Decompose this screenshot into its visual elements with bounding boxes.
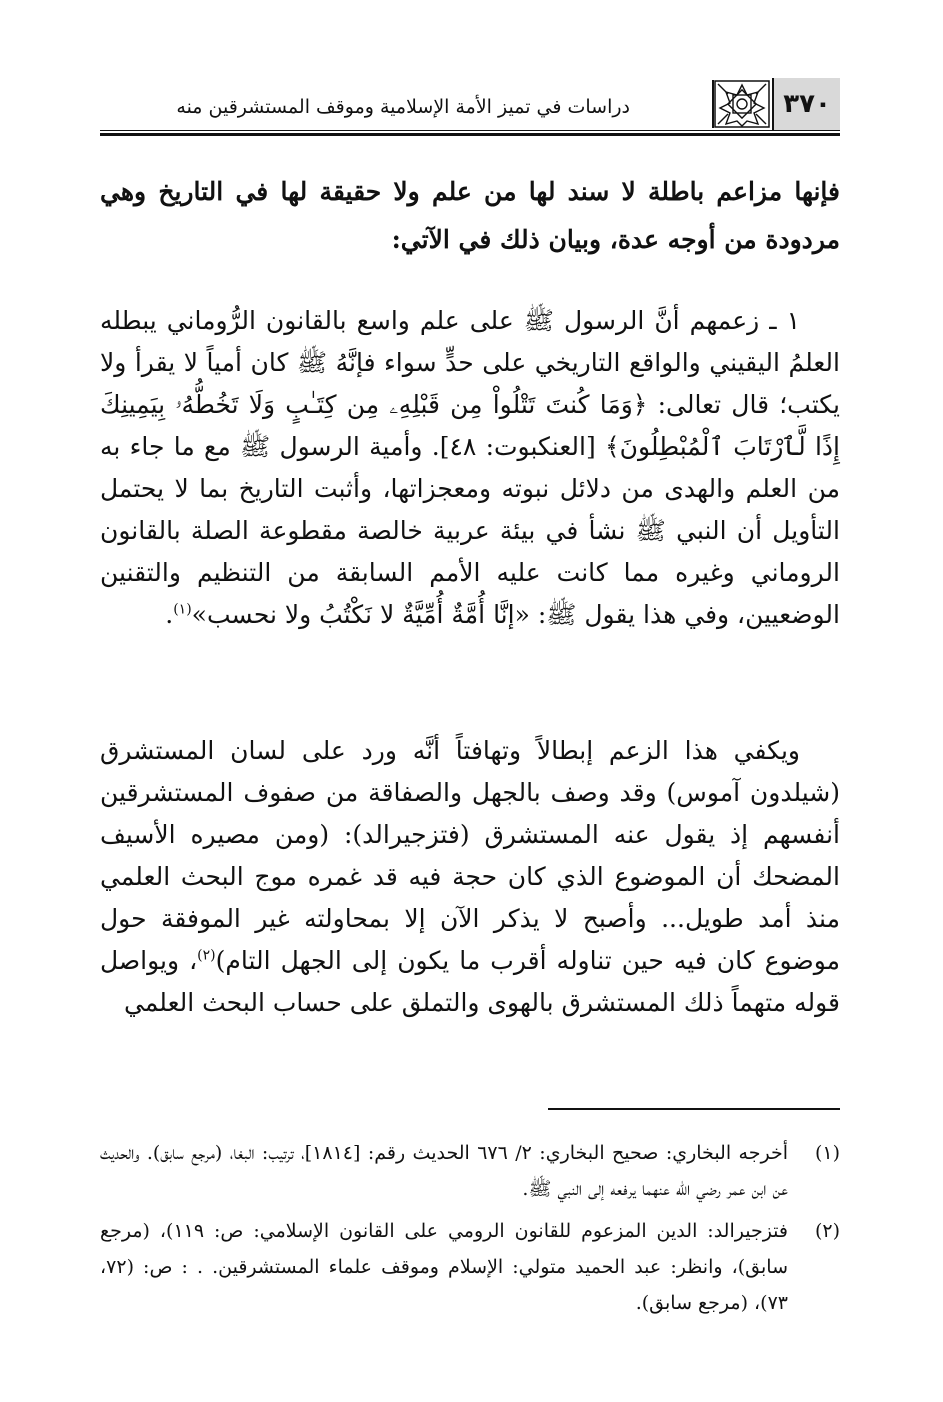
intro-paragraph: فإنها مزاعم باطلة لا سند لها من علم ولا حقيقة لها في التاريخ وهي مردودة من أوجه عدة، وبيان ذلك في الآتي: xyxy=(100,177,840,254)
footnote-text: أخرجه البخاري: صحيح البخاري: ٢/ ٦٧٦ الحديث رقم: [١٨١٤]، ترتيب: البغا، (مرجع سابق). والحديث عن ابن عمر رضي الله عنهما يرفعه إلى النبي ﷺ. xyxy=(100,1142,788,1200)
footnote-number: (١) xyxy=(814,1142,840,1164)
running-header-title: دراسات في تميز الأمة الإسلامية وموقف المستشرقين منه xyxy=(176,96,630,118)
header-divider xyxy=(100,133,840,136)
point-one-end: . xyxy=(165,600,174,629)
footnote-ref-2[interactable]: (٢) xyxy=(197,947,216,964)
footnote-text: فتزجيرالد: الدين المزعوم للقانون الرومي على القانون الإسلامي: ص: ١١٩)، (مرجع سابق)، وانظر: عبد الحميد متولي: الإسلام وموقف علماء المستشرقين. . : ص: (٧٢، ٧٣)، (مرجع سابق). xyxy=(100,1220,789,1314)
refutation-text-a: ويكفي هذا الزعم إبطالاً وتهافتاً أنَّه ورد على لسان المستشرق (شيلدون آموس) وقد وصف بالجهل والصفاقة من صفوف المستشرقين أنفسهم إذ يقول عنه المستشرق (فتزجيرالد): (ومن مصيره الأسيف المضحك أن الموضوع الذي كان حجة فيه قد غمره موج البحث العلمي منذ أمد طويل... وأصبح لا يذكر الآن إلا بمحاولته غير الموفقة حول موضوع كان فيه حين تناوله أقرب ما يكون إلى الجهل التام) xyxy=(100,736,841,975)
geometric-star-ornament-icon xyxy=(712,80,770,128)
point-one-paragraph xyxy=(100,300,840,636)
page-number: ٣٧٠ xyxy=(772,78,840,130)
footnote-ref-1[interactable]: (١) xyxy=(173,601,192,618)
footnote-separator xyxy=(548,1108,840,1110)
header-divider-thin xyxy=(100,130,840,131)
page-header xyxy=(100,78,840,136)
footnote-1 xyxy=(100,1135,840,1207)
refutation-text-b: ، ويواصل قوله متهماً ذلك المستشرق بالهوى والتملق على حساب البحث العلمي xyxy=(100,946,840,1017)
footnotes xyxy=(100,1135,840,1327)
refutation-paragraph xyxy=(100,730,840,1024)
footnote-2 xyxy=(100,1213,840,1321)
footnote-number: (٢) xyxy=(814,1220,840,1242)
point-one-text: ١ ـ زعمهم أنَّ الرسول ﷺ على علم واسع بالقانون الرُّوماني يبطله العلمُ اليقيني والواقع التاريخي على حدٍّ سواء فإنَّهُ ﷺ كان أمياً لا يقرأ ولا يكتب؛ قال تعالى: ﴿وَمَا كُنتَ تَتْلُواْ مِن قَبْلِهِۦ مِن كِتَـٰبٍ وَلَا تَخُطُّهُۥ بِيَمِينِكَ إِذًا لَّٱرْتَابَ ٱلْمُبْطِلُونَ﴾ [العنكبوت: ٤٨]. وأمية الرسول ﷺ مع ما جاء به من العلم والهدى من دلائل نبوته ومعجزاتها، وأثبت التاريخ بما لا يحتمل التأويل أن النبي ﷺ نشأ في بيئة عربية خالصة مقطوعة الصلة بالقانون الروماني وغيره مما كانت عليه الأمم السابقة من التنظيم والتقنين الوضعيين، وفي هذا يقول ﷺ: «إنَّا أُمَّةٌ أُمِّيَّةٌ لا نَكْتُبُ ولا نحسب» xyxy=(100,306,840,629)
